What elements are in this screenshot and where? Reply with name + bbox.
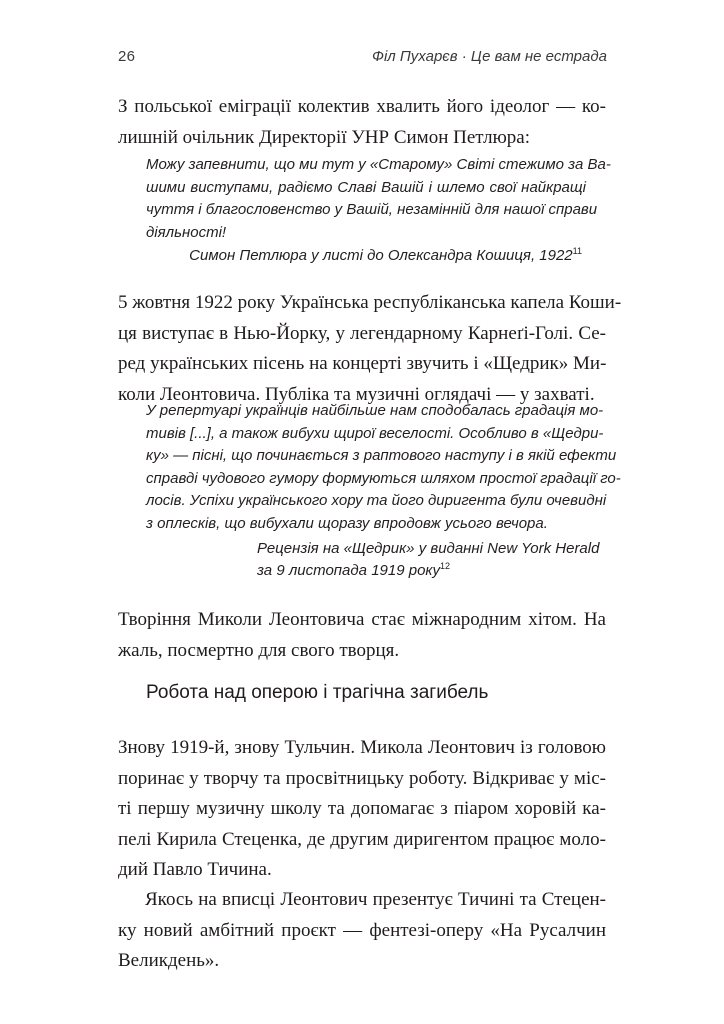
quote-line: справді чудового гумору формуються шляхом простої градації го- <box>146 469 621 487</box>
paragraph-line: ред українських пісень на концерті звучить і «Щедрик» Ми- <box>118 353 607 374</box>
quote-review <box>146 400 621 535</box>
paragraph-line: ку новий амбітний проєкт — фентезі-оперу «На Русалчин <box>118 919 606 941</box>
page-number: 26 <box>118 48 136 65</box>
paragraph-line: Творіння Миколи Леонтовича стає міжнародним хітом. На <box>118 609 606 630</box>
paragraph-line: Знову 1919-й, знову Тульчин. Микола Леонтович із головою <box>118 737 606 758</box>
quote-line: з оплесків, що вибухали щоразу впродовж усього вечора. <box>146 514 548 532</box>
quote-line: Можу запевнити, що ми тут у «Старому» Світі стежимо за Ва- <box>146 156 611 173</box>
paragraph-line: 5 жовтня 1922 року Українська республіканська капела Коши- <box>118 292 622 313</box>
quote-line: тивів [...], а також вибухи щирої веселості. Особливо в «Щедри- <box>146 424 604 442</box>
paragraph-line: поринає у творчу та просвітницьку роботу. Відкриває у міс- <box>118 767 606 789</box>
paragraph-line: Якось на вписці Леонтович презентує Тичині та Стецен- <box>145 889 606 910</box>
quote-line: У репертуарі українців найбільше нам сподобалась градація мо- <box>146 402 604 419</box>
paragraph-international-hit <box>118 605 606 666</box>
paragraph-line: Великдень». <box>118 950 220 971</box>
quote-line: ку» — пісні, що починається з раптового наступу і в якій ефекти <box>146 447 617 464</box>
quote-line: чуття і благословенство у Вашій, незамінній для нашої справи <box>146 201 598 218</box>
paragraph-line: З польської еміграції колектив хвалить його ідеолог — ко- <box>118 96 606 117</box>
section-heading: Робота над оперою і трагічна загибель <box>146 682 489 703</box>
paragraph-line: ті першу музичну школу та допомагає з піаром хоровій ка- <box>118 798 606 819</box>
quote-attribution <box>257 538 599 582</box>
paragraph-line: ця виступає в Нью-Йорку, у легендарному Карнеґі-Голі. Се- <box>118 322 606 344</box>
paragraph-opera-project <box>118 885 606 977</box>
paragraph-line: коли Леонтовича. Публіка та музичні оглядачі — у захваті. <box>118 383 595 405</box>
attribution-text: за 9 листопада 1919 року <box>257 562 440 579</box>
paragraph-emigration <box>118 92 606 153</box>
footnote-marker: 12 <box>440 561 451 571</box>
paragraph-line: дий Павло Тичина. <box>118 859 272 880</box>
paragraph-line: пелі Кирила Стеценка, де другим диригентом працює моло- <box>118 828 606 850</box>
quote-line: шими виступами, радіємо Славі Вашій і шлемо свої найкращі <box>146 178 586 196</box>
quote-attribution <box>189 245 582 267</box>
paragraph-line: лишній очільник Директорії УНР Симон Петлюра: <box>118 126 530 148</box>
paragraph-line: жаль, посмертно для свого творця. <box>118 639 400 661</box>
paragraph-carnegie-hall <box>118 288 622 410</box>
attribution-text: Симон Петлюра у листі до Олександра Кошиця, 1922 <box>189 247 573 264</box>
quote-petliura <box>146 154 611 244</box>
paragraph-tulchyn <box>118 733 606 886</box>
quote-line: лосів. Успіхи українського хору та його диригента були очевидні <box>146 492 607 509</box>
running-header: Філ Пухарєв · Це вам не естрада <box>372 48 607 65</box>
quote-line: діяльності! <box>146 223 227 241</box>
attribution-text: Рецензія на «Щедрик» у виданні New York Herald <box>257 540 600 557</box>
footnote-marker: 11 <box>572 246 582 256</box>
